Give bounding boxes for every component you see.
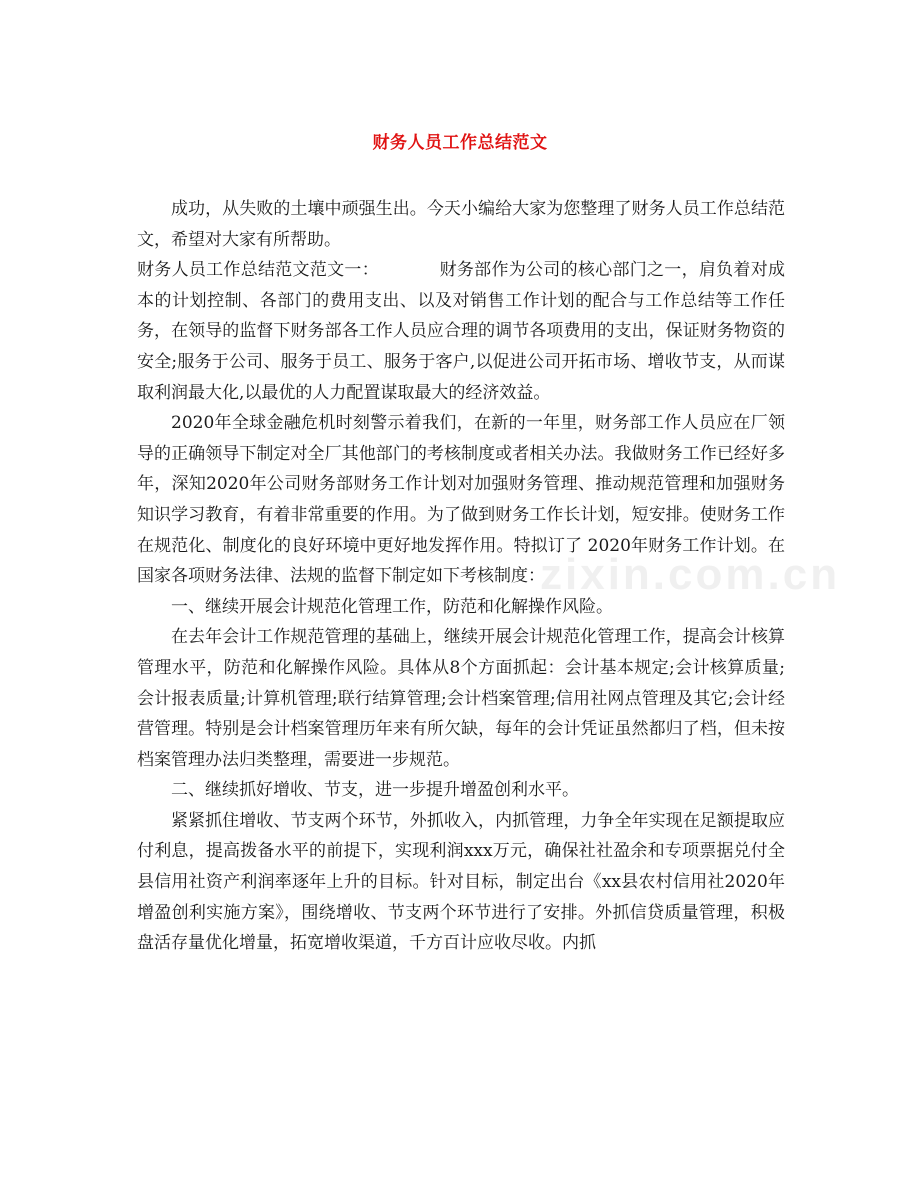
paragraph-2020-plan: 2020年全球金融危机时刻警示着我们，在新的一年里，财务部工作人员应在厂领导的正确领导下制定对全厂其他部门的考核制度或者相关办法。我做财务工作已经好多年，深知2020年公司财务部财务工作计划对加强财务管理、推动规范管理和加强财务知识学习教育，有着非常重要的作用。为了做到财务工作长计划，短安排。使财务工作在规范化、制度化的良好环境中更好地发挥作用。特拟订了 2020年财务工作计划。在国家各项财务法律、法规的监督下制定如下考核制度： bbox=[137, 413, 785, 587]
heading-item-one: 一、继续开展会计规范化管理工作，防范和化解操作风险。 bbox=[171, 596, 613, 617]
document-body bbox=[137, 194, 785, 959]
watermark: zixin.com.cn bbox=[540, 550, 841, 599]
paragraph-section-one: 财务人员工作总结范文范文一： 财务部作为公司的核心部门之一，肩负着对成本的计划控制、各部门的费用支出、以及对销售工作计划的配合与工作总结等工作任务，在领导的监督下财务部各工作人员应合理的调节各项费用的支出，保证财务物资的安全;服务于公司、服务于员工、服务于客户,以促进公司开拓市场、增收节支，从而谋取利润最大化,以最优的人力配置谋取最大的经济效益。 bbox=[137, 260, 785, 403]
heading-item-two: 二、继续抓好增收、节支，进一步提升增盈创利水平。 bbox=[171, 780, 579, 801]
paragraph-intro: 成功，从失败的土壤中顽强生出。今天小编给大家为您整理了财务人员工作总结范文，希望对大家有所帮助。 bbox=[137, 199, 785, 250]
paragraph-accounting-standards: 在去年会计工作规范管理的基础上，继续开展会计规范化管理工作，提高会计核算管理水平，防范和化解操作风险。具体从8个方面抓起：会计基本规定;会计核算质量;会计报表质量;计算机管理;联行结算管理;会计档案管理;信用社网点管理及其它;会计经营管理。特别是会计档案管理历年来有所欠缺，每年的会计凭证虽然都归了档，但未按档案管理办法归类整理，需要进一步规范。 bbox=[137, 627, 785, 770]
document-title: 财务人员工作总结范文 bbox=[372, 133, 548, 153]
paragraph-revenue-cost: 紧紧抓住增收、节支两个环节，外抓收入，内抓管理，力争全年实现在足额提取应付利息，提高拨备水平的前提下，实现利润xxx万元，确保社社盈余和专项票据兑付全县信用社资产利润率逐年上升的目标。针对目标，制定出台《xx县农村信用社2020年增盈创利实施方案》，围绕增收、节支两个环节进行了安排。外抓信贷质量管理，积极盘活存量优化增量，拓宽增收渠道，千方百计应收尽收。内抓 bbox=[137, 810, 785, 954]
